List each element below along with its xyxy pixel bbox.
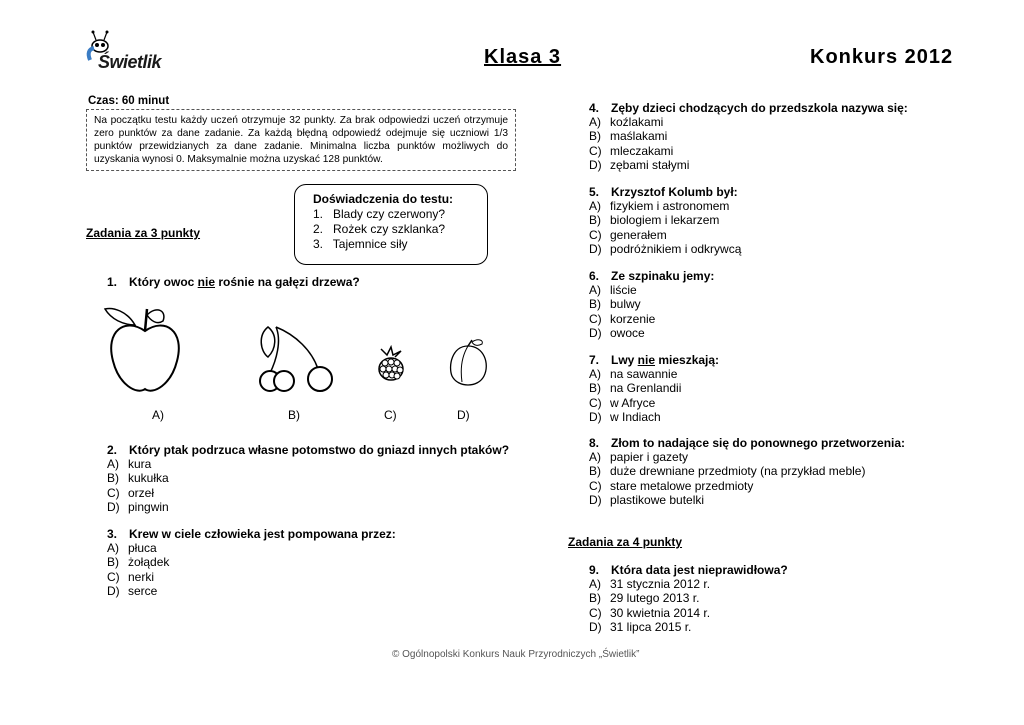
question-number: 3.	[107, 527, 118, 541]
answer-option: C) stare metalowe przedmioty	[589, 478, 754, 493]
apricot-icon	[446, 338, 490, 390]
rules-box: Na początku testu każdy uczeń otrzymuje 32 punkty. Za brak odpowiedzi uczeń otrzymuje zero punktów za dane zadanie. Za każdą błędną odpowiedź odejmuje się uczniowi 1/3 punktów przewidzianych za dane zadanie. Minimalna liczba punktów możliwych do uzyskania wynosi 0. Maksymalnie można uzyskać 128 punktów.	[86, 109, 516, 171]
question-3	[107, 527, 396, 598]
logo	[84, 30, 164, 75]
question-4: 4. Zęby dzieci chodzących do przedszkola nazywa się: A) koźlakami B) maślakami C) mleczakami D) zębami stałymi	[589, 101, 908, 172]
answer-option: A) 31 stycznia 2012 r.	[589, 577, 711, 592]
question-5: 5. Krzysztof Kolumb był: A) fizykiem i astronomem B) biologiem i lekarzem C) generałem D) podróżnikiem i odkrywcą	[589, 185, 742, 256]
question-title: Zęby dzieci chodzących do przedszkola nazywa się:	[611, 101, 908, 115]
question-2	[107, 443, 509, 514]
answer-label: C)	[384, 408, 397, 422]
experiment-item: 2. Rożek czy szklanka?	[313, 222, 446, 236]
answer-option: C) generałem	[589, 227, 667, 242]
answer-option: D) zębami stałymi	[589, 157, 690, 172]
answer-option: B) na Grenlandii	[589, 381, 682, 396]
question-title: Krew w ciele człowieka jest pompowana przez:	[129, 527, 396, 541]
answer-option: D) podróżnikiem i odkrywcą	[589, 241, 742, 256]
answer-option: A) fizykiem i astronomem	[589, 199, 730, 214]
question-title: Ze szpinaku jemy:	[611, 269, 715, 283]
answer-option: D) serce	[107, 583, 158, 598]
question-9: 9. Która data jest nieprawidłowa? A) 31 stycznia 2012 r. B) 29 lutego 2013 r. C) 30 kwietnia 2014 r. D) 31 lipca 2015 r.	[589, 563, 788, 634]
answer-label: B)	[288, 408, 300, 422]
question-title: Która data jest nieprawidłowa?	[611, 563, 788, 577]
answer-option: A) liście	[589, 283, 637, 298]
question-6: 6. Ze szpinaku jemy: A) liście B) bulwy C) korzenie D) owoce	[589, 269, 715, 340]
answer-option: B) bulwy	[589, 297, 641, 312]
answer-option: B) żołądek	[107, 555, 170, 570]
answer-option: C) nerki	[107, 569, 155, 584]
answer-option: B) duże drewniane przedmioty (na przykład meble)	[589, 464, 866, 479]
answer-option: A) koźlakami	[589, 115, 664, 130]
answer-option: A) papier i gazety	[589, 450, 689, 465]
question-title: Który ptak podrzuca własne potomstwo do gniazd innych ptaków?	[129, 443, 510, 457]
question-title: Krzysztof Kolumb był:	[611, 185, 738, 199]
class-title: Klasa 3	[484, 46, 562, 68]
answer-option: B) 29 lutego 2013 r.	[589, 591, 700, 606]
answer-option: B) biologiem i lekarzem	[589, 213, 720, 228]
apple-icon	[105, 303, 185, 398]
answer-option: B) maślakami	[589, 129, 668, 144]
answer-option: D) pingwin	[107, 499, 169, 514]
answer-option: C) 30 kwietnia 2014 r.	[589, 605, 711, 620]
answer-option: A) kura	[107, 457, 152, 472]
question-1: 1. Który owoc nie rośnie na gałęzi drzewa?	[107, 275, 360, 289]
answer-option: C) w Afryce	[589, 395, 656, 410]
question-number: 1.	[107, 275, 118, 289]
answer-option: C) mleczakami	[589, 143, 674, 158]
experiments-title: Doświadczenia do testu:	[313, 192, 454, 206]
experiment-item: 1. Blady czy czerwony?	[313, 207, 446, 221]
question-title: Złom to nadające się do ponownego przetworzenia:	[611, 436, 906, 450]
answer-option: A) płuca	[107, 541, 157, 556]
experiments-box	[294, 184, 488, 265]
answer-option: A) na sawannie	[589, 367, 678, 382]
answer-label: D)	[457, 408, 470, 422]
section-three-points: Zadania za 3 punkty	[86, 226, 201, 240]
answer-label: A)	[152, 408, 164, 422]
raspberry-icon	[373, 345, 407, 381]
time-limit: Czas: 60 minut	[88, 95, 170, 107]
question-7: 7. Lwy nie mieszkają: A) na sawannie B) na Grenlandii C) w Afryce D) w Indiach	[589, 353, 720, 424]
answer-option: C) korzenie	[589, 311, 656, 326]
answer-option: D) w Indiach	[589, 409, 661, 424]
contest-title: Konkurs 2012	[810, 46, 954, 68]
footer-copyright: © Ogólnopolski Konkurs Nauk Przyrodniczych „Świetlik”	[392, 649, 640, 660]
logo-text: Świetlik	[98, 52, 162, 72]
question-number: 2.	[107, 443, 118, 457]
section-four-points: Zadania za 4 punkty	[568, 535, 683, 549]
answer-option: D) owoce	[589, 325, 645, 340]
experiment-item: 3. Tajemnice siły	[313, 237, 408, 251]
answer-option: C) orzeł	[107, 485, 155, 500]
question-8: 8. Złom to nadające się do ponownego przetworzenia: A) papier i gazety B) duże drewniane przedmioty (na przykład meble) C) stare metalowe przedmioty D) plastikowe butelki	[589, 436, 906, 507]
cherries-icon	[256, 321, 340, 393]
answer-option: D) 31 lipca 2015 r.	[589, 619, 692, 634]
answer-option: B) kukułka	[107, 471, 169, 486]
answer-option: D) plastikowe butelki	[589, 492, 705, 507]
